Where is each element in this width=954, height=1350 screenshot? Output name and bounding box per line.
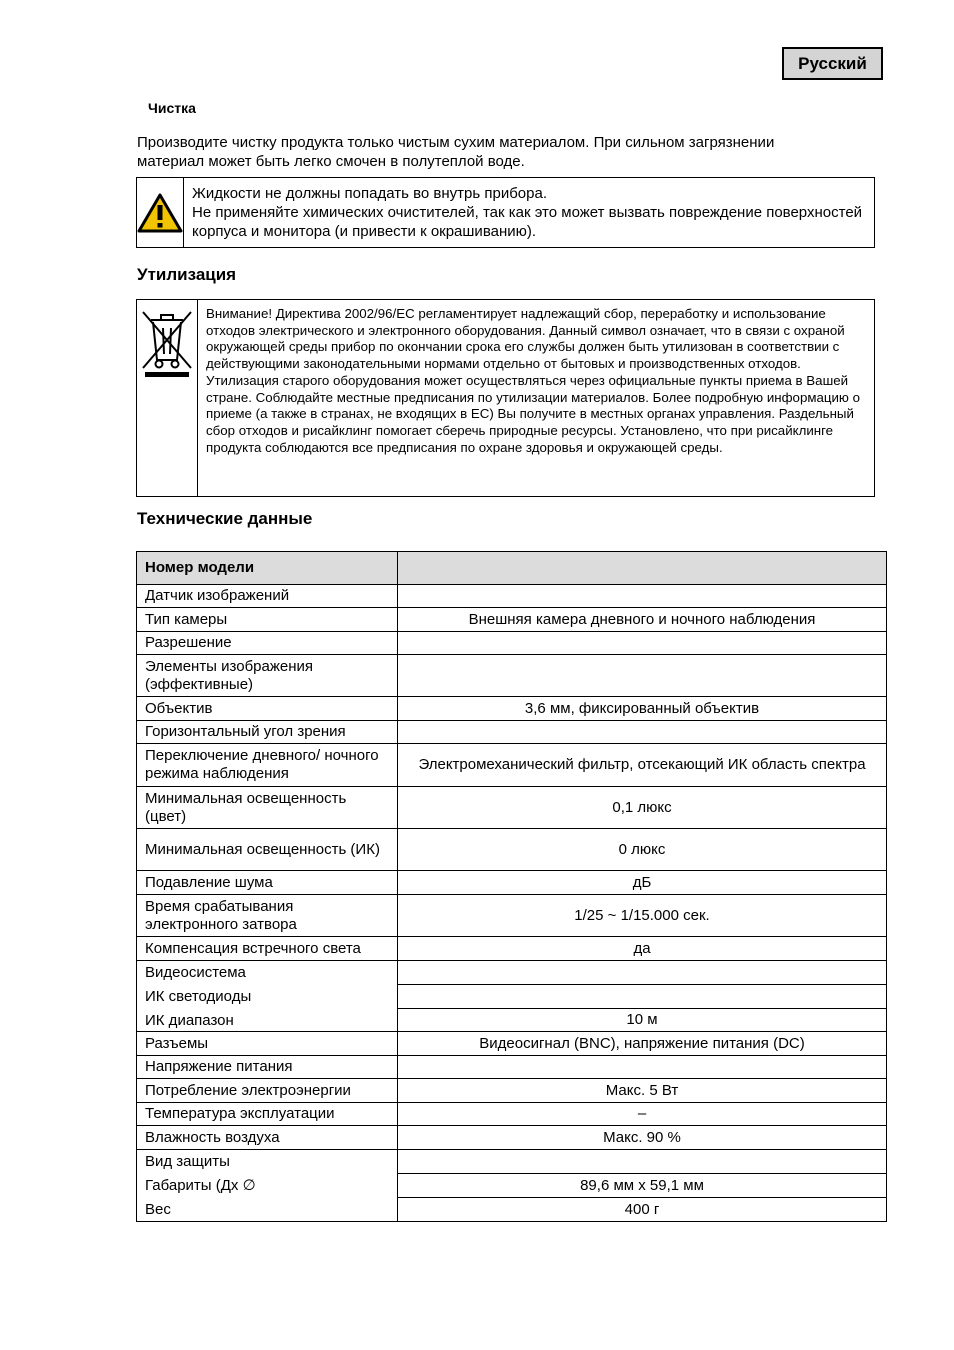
row-label: Видеосистема bbox=[145, 964, 246, 981]
row-value: – bbox=[398, 1103, 887, 1126]
row-label: ИК диапазон bbox=[145, 1012, 234, 1029]
cleaning-paragraph: Производите чистку продукта только чистым сухим материалом. При сильном загрязнении материал может быть легко смочен в полутеплой воде. bbox=[137, 134, 775, 170]
table-row bbox=[137, 744, 887, 787]
row-label: Подавление шума bbox=[137, 871, 398, 895]
row-label: Компенсация встречного света bbox=[137, 937, 398, 961]
table-row bbox=[137, 697, 887, 721]
row-value: 1/25 ~ 1/15.000 сек. bbox=[398, 895, 887, 937]
row-label: Потребление электроэнергии bbox=[137, 1079, 398, 1103]
table-row bbox=[137, 895, 887, 937]
table-row bbox=[137, 871, 887, 895]
disposal-box bbox=[136, 299, 875, 497]
row-label-group bbox=[137, 1150, 398, 1222]
row-label: Минимальная освещенность (ИК) bbox=[137, 829, 398, 871]
row-label: Вид защиты bbox=[145, 1153, 230, 1170]
row-value bbox=[398, 655, 887, 697]
row-value: Электромеханический фильтр, отсекающий ИК область спектра bbox=[398, 744, 887, 787]
row-value: Внешняя камера дневного и ночного наблюдения bbox=[398, 608, 887, 632]
row-label: Минимальная освещенность (цвет) bbox=[137, 787, 398, 829]
row-label-group bbox=[137, 961, 398, 1032]
specs-table bbox=[136, 551, 887, 1222]
table-row bbox=[137, 655, 887, 697]
warning-triangle-icon bbox=[137, 178, 184, 247]
row-value: да bbox=[398, 937, 887, 961]
table-row bbox=[137, 1032, 887, 1056]
warning-line: Не применяйте химических очистителей, так как это может вызвать повреждение поверхностей корпуса и монитора (и привести к окрашиванию). bbox=[192, 204, 863, 240]
table-row bbox=[137, 1056, 887, 1079]
row-value: дБ bbox=[398, 871, 887, 895]
table-row bbox=[137, 1150, 887, 1174]
row-value bbox=[398, 1056, 887, 1079]
table-row bbox=[137, 829, 887, 871]
table-row bbox=[137, 608, 887, 632]
row-label: ИК светодиоды bbox=[145, 988, 252, 1005]
table-row bbox=[137, 1079, 887, 1103]
row-value: 0 люкс bbox=[398, 829, 887, 871]
header-value bbox=[398, 552, 887, 585]
warning-line: Жидкости не должны попадать во внутрь прибора. bbox=[192, 185, 547, 202]
row-label: Время срабатывания электронного затвора bbox=[137, 895, 398, 937]
row-value: 3,6 мм, фиксированный объектив bbox=[398, 697, 887, 721]
disposal-heading: Утилизация bbox=[137, 265, 237, 284]
cleaning-warning-text bbox=[184, 178, 874, 247]
row-value bbox=[398, 961, 887, 985]
table-row bbox=[137, 787, 887, 829]
row-label: Влажность воздуха bbox=[137, 1126, 398, 1150]
row-label: Датчик изображений bbox=[137, 585, 398, 608]
row-label: Элементы изображения (эффективные) bbox=[137, 655, 398, 697]
row-value bbox=[398, 632, 887, 655]
row-value bbox=[398, 1150, 887, 1174]
cleaning-heading: Чистка bbox=[148, 100, 196, 116]
row-value: Видеосигнал (BNC), напряжение питания (DC) bbox=[398, 1032, 887, 1056]
row-label: Вес bbox=[145, 1201, 171, 1218]
row-label: Напряжение питания bbox=[137, 1056, 398, 1079]
row-value: Макс. 90 % bbox=[398, 1126, 887, 1150]
table-row bbox=[137, 721, 887, 744]
row-value bbox=[398, 985, 887, 1009]
row-label: Габариты (Дх ∅ bbox=[145, 1177, 256, 1194]
specs-heading: Технические данные bbox=[137, 509, 313, 528]
row-value: Макс. 5 Вт bbox=[398, 1079, 887, 1103]
cleaning-warning-box bbox=[136, 177, 875, 248]
row-label: Разрешение bbox=[137, 632, 398, 655]
row-value: 89,6 мм x 59,1 мм bbox=[398, 1174, 887, 1198]
row-value bbox=[398, 721, 887, 744]
row-label: Объектив bbox=[137, 697, 398, 721]
row-value: 10 м bbox=[398, 1009, 887, 1032]
table-row bbox=[137, 1103, 887, 1126]
table-row bbox=[137, 961, 887, 985]
row-value: 400 г bbox=[398, 1198, 887, 1222]
table-row bbox=[137, 937, 887, 961]
header-label: Номер модели bbox=[137, 552, 398, 585]
row-label: Горизонтальный угол зрения bbox=[137, 721, 398, 744]
language-tab[interactable]: Русский bbox=[782, 47, 883, 80]
row-label: Тип камеры bbox=[137, 608, 398, 632]
row-label: Разъемы bbox=[137, 1032, 398, 1056]
row-label: Переключение дневного/ ночного режима наблюдения bbox=[137, 744, 398, 787]
table-header-row bbox=[137, 552, 887, 585]
row-label: Температура эксплуатации bbox=[137, 1103, 398, 1126]
table-row bbox=[137, 632, 887, 655]
row-value: 0,1 люкс bbox=[398, 787, 887, 829]
crossed-bin-icon bbox=[137, 300, 198, 496]
row-value bbox=[398, 585, 887, 608]
table-row bbox=[137, 1126, 887, 1150]
table-row bbox=[137, 585, 887, 608]
disposal-text: Внимание! Директива 2002/96/EC регламентирует надлежащий сбор, переработку и использование отходов электрического и электронного оборудования. Данный символ означает, что в связи с охраной окружающей среды прибор по окончании срока его службы должен быть утилизован в соответствии с действующими законодательными нормами отдельно от бытовых и производственных отходов. Утилизация старого оборудования может осуществляться через официальные пункты приема в Вашей стране. Соблюдайте местные предписания по утилизации материалов. Более подробную информацию о приеме (а также в странах, не входящих в ЕС) Вы получите в местных органах управления. Раздельный сбор отходов и рисайклинг помогает сберечь природные ресурсы. Установлено, что при рисайклинге продукта соблюдаются все предписания по охране здоровья и окружающей среды. bbox=[206, 306, 860, 455]
